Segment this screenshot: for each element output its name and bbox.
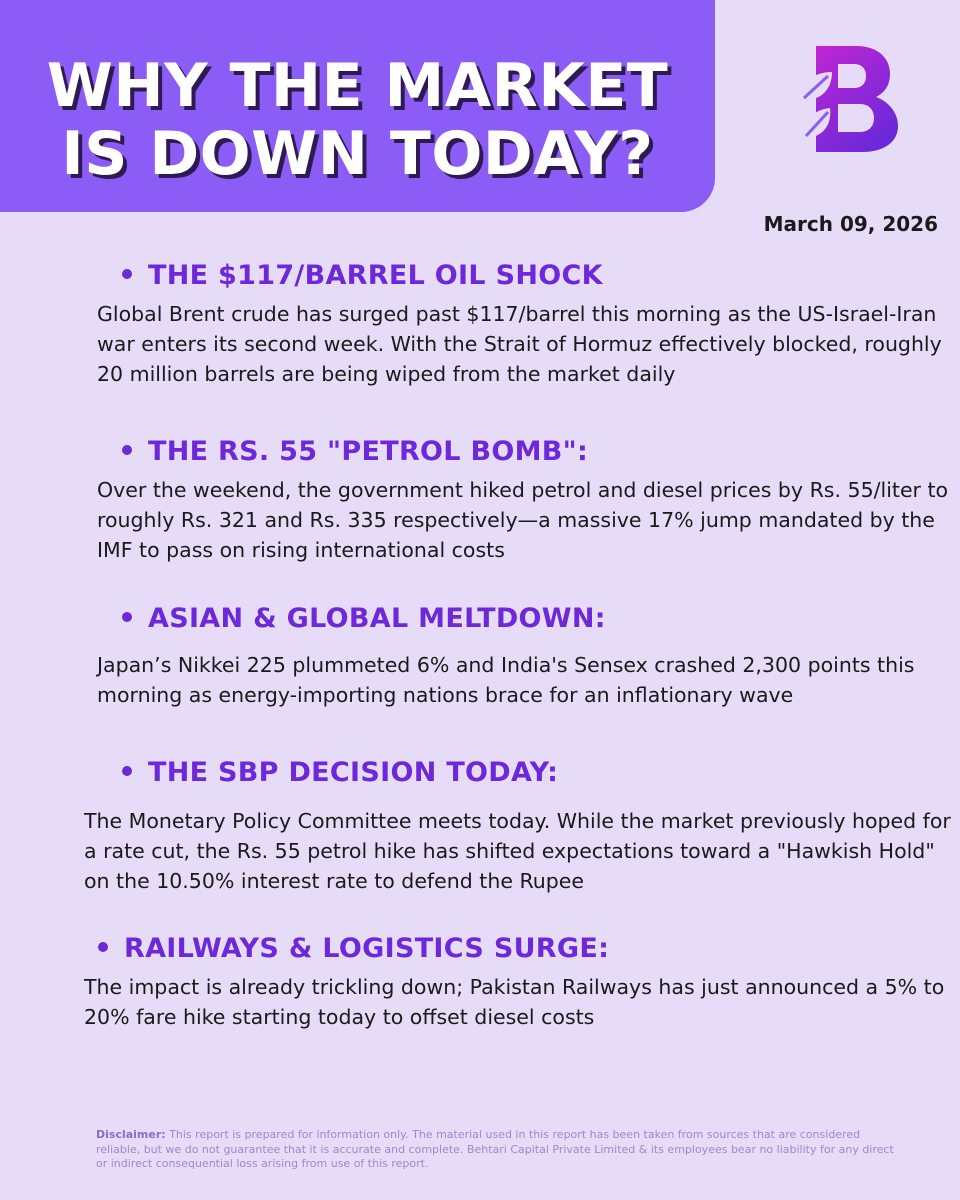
disclaimer-label: Disclaimer: xyxy=(96,1128,166,1141)
page-title xyxy=(0,52,715,188)
section-heading-oil-shock: THE $117/BARREL OIL SHOCK xyxy=(122,260,603,291)
section-body-sbp-decision: The Monetary Policy Committee meets today. While the market previously hoped for a rate cut, the Rs. 55 petrol hike has shifted expectations toward a "Hawkish Hold" on the 10.50% interest rate to defend the Rupee xyxy=(84,809,951,893)
section-body-railways-surge: The impact is already trickling down; Pakistan Railways has just announced a 5% to 20% fare hike starting today to offset diesel costs xyxy=(84,975,945,1029)
disclaimer xyxy=(96,1128,896,1172)
title-line-2: IS DOWN TODAY? xyxy=(61,119,654,189)
bullet-icon xyxy=(122,445,132,455)
section-body-petrol-bomb: Over the weekend, the government hiked petrol and diesel prices by Rs. 55/liter to roughly Rs. 321 and Rs. 335 respectively—a massive 17% jump mandated by the IMF to pass on rising international costs xyxy=(97,478,949,562)
bullet-icon xyxy=(98,942,108,952)
section-body-oil-shock: Global Brent crude has surged past $117/barrel this morning as the US-Israel-Iran war enters its second week. With the Strait of Hormuz effectively blocked, roughly 20 million barrels are being wiped from the market daily xyxy=(97,302,942,386)
section-heading-global-meltdown: ASIAN & GLOBAL MELTDOWN: xyxy=(122,603,606,634)
section-body-global-meltdown: Japan’s Nikkei 225 plummeted 6% and India's Sensex crashed 2,300 points this morning as energy-importing nations brace for an inflationary wave xyxy=(97,653,915,707)
bullet-icon xyxy=(122,612,132,622)
disclaimer-text: This report is prepared for information only. The material used in this report has been taken from sources that are considered reliable, but we do not guarantee that it is accurate and complete. Behtari Capital Private Limited & its employees bear no liability for any direct or indirect consequential loss arising from use of this report. xyxy=(96,1128,894,1170)
title-line-1: WHY THE MARKET xyxy=(46,51,669,121)
report-date: March 09, 2026 xyxy=(763,212,938,236)
section-heading-petrol-bomb: THE RS. 55 "PETROL BOMB": xyxy=(122,436,588,467)
leaf-b-logo-icon xyxy=(798,42,902,154)
bullet-icon xyxy=(122,269,132,279)
section-heading-railways-surge: RAILWAYS & LOGISTICS SURGE: xyxy=(98,933,609,964)
section-heading-sbp-decision: THE SBP DECISION TODAY: xyxy=(122,757,558,788)
bullet-icon xyxy=(122,766,132,776)
header-banner xyxy=(0,0,715,212)
